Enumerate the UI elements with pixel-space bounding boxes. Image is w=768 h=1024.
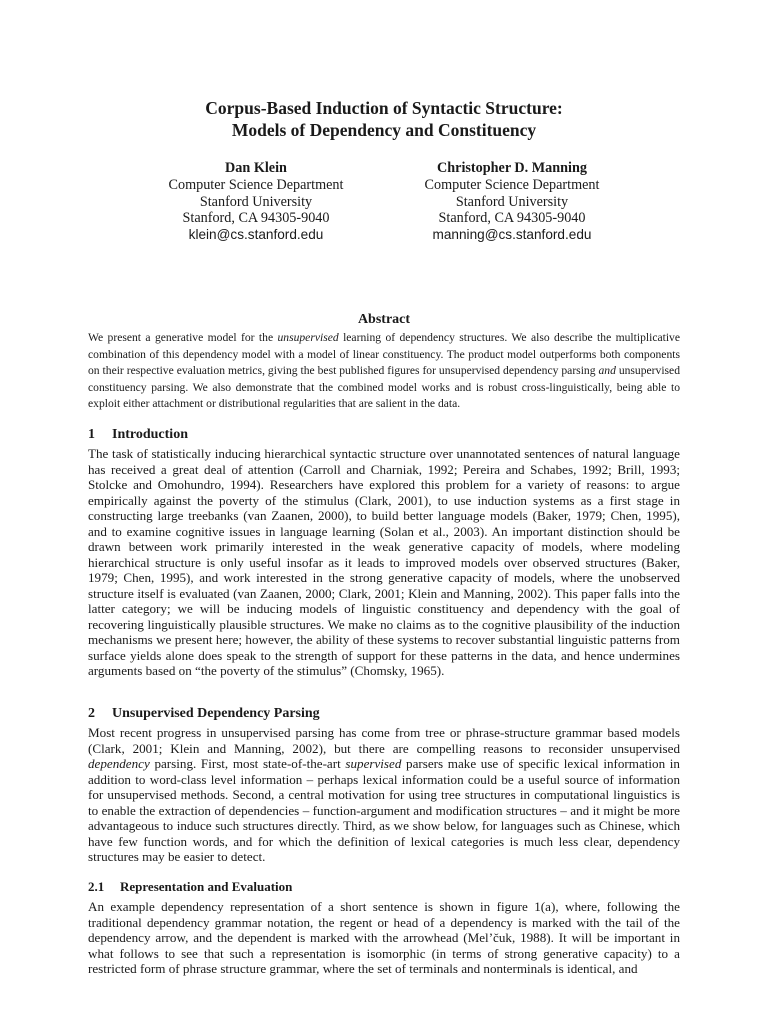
paragraph-text-part: parsing. First, most state-of-the-art [149, 756, 346, 771]
author-name: Christopher D. Manning [437, 160, 587, 176]
author-email: klein@cs.stanford.edu [188, 227, 324, 243]
title-line-2: Models of Dependency and Constituency [231, 120, 537, 140]
author-block-klein [106, 160, 406, 244]
author-addr: Stanford, CA 94305-9040 [182, 210, 330, 227]
abstract-text-part: learning of dependency structures. We also describe the multiplicative combination of this dependency model with a model of linear constituency. The product model outperforms both components on their respective evaluation metrics, giving the best published figures for unsupervised dependency parsing [88, 331, 681, 378]
section-number: 2 [88, 706, 95, 721]
representation-paragraph: An example dependency representation of a short sentence is shown in figure 1(a), where, following the traditional dependency grammar notation, the regent or head of a dependency is marked with the tail of the dependency arrow, and the dependent is marked with the arrowhead (Mel’čuk, 1988). It will be important in what follows to see that such a representation is isomorphic (in terms of strong generative capacity) to a restricted form of phrase structure grammar, where the set of terminals and nonterminals is identical, and [88, 899, 680, 976]
section-number: 1 [88, 427, 95, 442]
subsection-title: Representation and Evaluation [120, 879, 293, 894]
title-line-1: Corpus-Based Induction of Syntactic Structure: [205, 98, 563, 118]
author-dept: Computer Science Department [424, 176, 600, 193]
author-univ: Stanford University [199, 193, 313, 210]
abstract-emphasis: and [598, 364, 616, 378]
author-name: Dan Klein [225, 160, 287, 176]
author-univ: Stanford University [455, 193, 569, 210]
abstract-text [88, 330, 680, 413]
author-addr: Stanford, CA 94305-9040 [438, 210, 586, 227]
section-heading-dependency-parsing [88, 705, 320, 722]
author-block-manning [362, 160, 662, 244]
abstract-text-part: unsupervised constituency parsing. We also demonstrate that the combined model works and is robust cross-linguistically, being able to exploit either attachment or distributional regularities that are salient in the data. [88, 364, 680, 411]
section-title: Unsupervised Dependency Parsing [112, 706, 320, 721]
paragraph-emphasis: dependency [88, 756, 150, 771]
subsection-heading-representation [88, 879, 292, 895]
abstract-emphasis: unsupervised [277, 331, 339, 344]
paper-title [0, 97, 768, 141]
author-dept: Computer Science Department [168, 176, 344, 193]
section-title: Introduction [112, 427, 188, 442]
subsection-number: 2.1 [88, 879, 105, 894]
paragraph-text-part: Most recent progress in unsupervised parsing has come from tree or phrase-structure grammar based models (Clark, 2001; Klein and Manning, 2002), but there are compelling reasons to reconsider unsupervised [88, 725, 680, 756]
paragraph-text-part: parsers make use of specific lexical information in addition to word-class level information – perhaps lexical information could be a useful source of information for unsupervised methods. Second, a central motivation for using tree structures in computational linguistics is to enable the extraction of dependencies – function-argument and modification structures – and it might be more advantageous to induce such structures directly. Third, as we show below, for languages such as Chinese, which have few function words, and for which the definition of lexical categories is much less clear, dependency structures may be easier to detect. [88, 756, 680, 864]
section-heading-introduction [88, 426, 188, 443]
paragraph-emphasis: supervised [345, 756, 402, 771]
introduction-paragraph: The task of statistically inducing hierarchical syntactic structure over unannotated sentences of natural language has received a great deal of attention (Carroll and Charniak, 1992; Pereira and Schabes, 1992; Brill, 1993; Stolcke and Omohundro, 1994). Researchers have explored this problem for a variety of reasons: to argue empirically against the poverty of the stimulus (Clark, 2001), to use induction systems as a first stage in constructing large treebanks (van Zaanen, 2000), to build better language models (Baker, 1979; Chen, 1995), and to examine cognitive issues in language learning (Solan et al., 2003). An important distinction should be drawn between work primarily interested in the weak generative capacity of models, where modeling hierarchical structure is only useful insofar as it leads to improved models over observed structures (Baker, 1979; Chen, 1995), and work interested in the strong generative capacity of models, where the unobserved structure itself is evaluated (van Zaanen, 2000; Clark, 2001; Klein and Manning, 2002). This paper falls into the latter category; we will be inducing models of linguistic constituency and dependency with the goal of recovering linguistically plausible structures. We make no claims as to the cognitive plausibility of the induction mechanisms we present here; however, the ability of these systems to recover substantial linguistic patterns from surface yields alone does speak to the strength of support for these patterns in the data, and hence undermines arguments based on “the poverty of the stimulus” (Chomsky, 1965). [88, 446, 680, 678]
abstract-text-part: We present a generative model for the [88, 331, 278, 344]
dependency-parsing-paragraph [88, 725, 680, 865]
abstract-heading: Abstract [357, 312, 411, 327]
author-email: manning@cs.stanford.edu [432, 227, 592, 243]
